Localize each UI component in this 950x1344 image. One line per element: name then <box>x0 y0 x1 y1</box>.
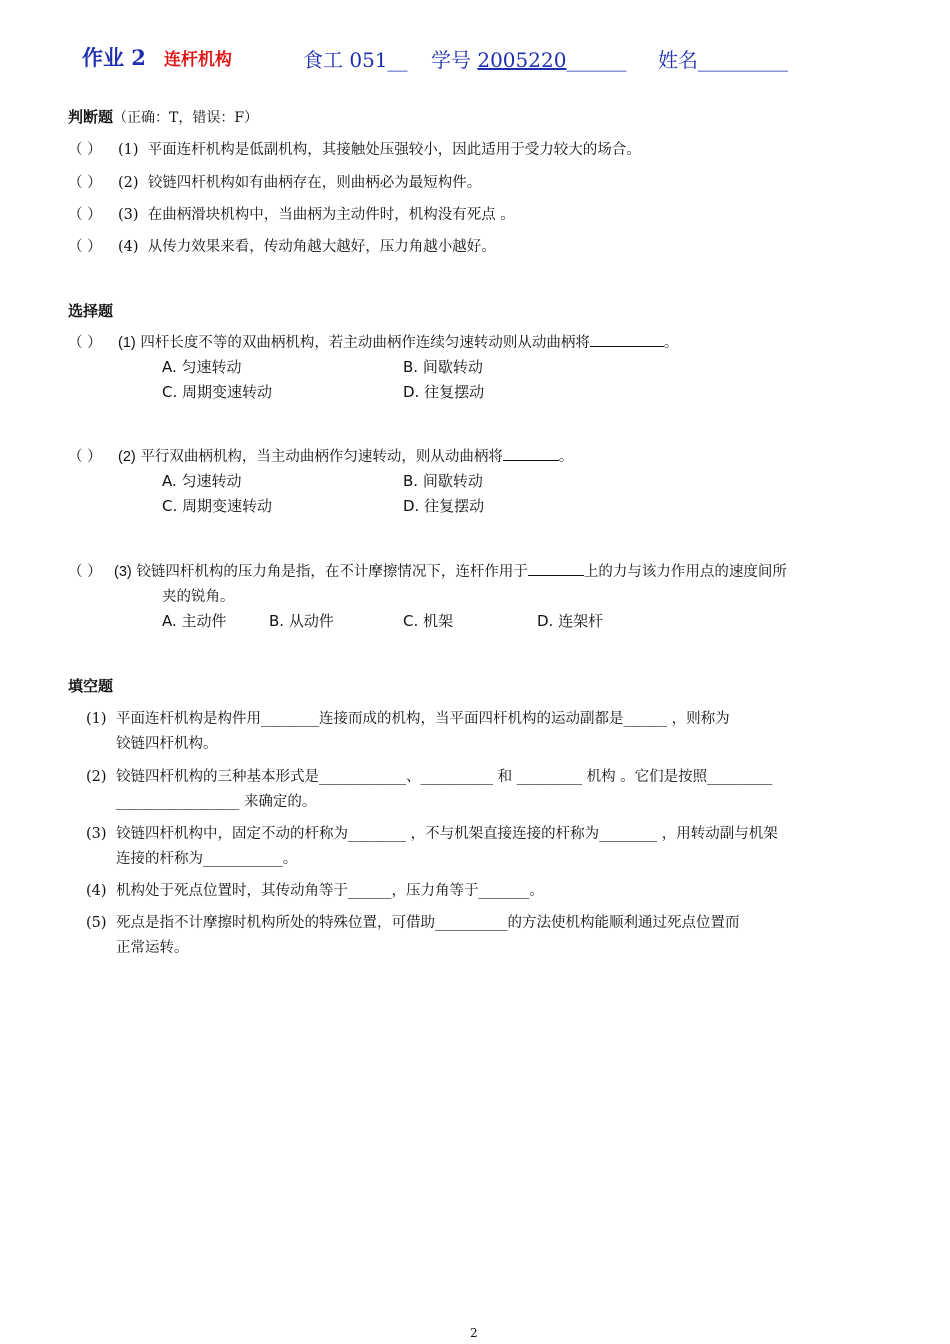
item-end: 。 <box>558 449 574 465</box>
student-id-value: 2005220 <box>477 48 567 72</box>
fill-item-5-line2: 正常运转。 <box>116 940 189 956</box>
homework-title: 作业 2 <box>82 45 146 70</box>
choice-q3-line2: 夹的锐角。 <box>162 589 235 605</box>
judge-item-4 <box>68 235 496 256</box>
answer-paren: （ ） <box>68 142 102 158</box>
choice-q1-option-b: B. 间歇转动 <box>403 358 483 376</box>
answer-blank <box>528 561 584 577</box>
item-number: (2) <box>118 175 139 191</box>
item-text: 从传力效果来看，传动角越大越好，压力角越小越好。 <box>147 239 496 255</box>
item-text: 铰链四杆机构中，固定不动的杆称为________ ，不与机架直接连接的杆称为________ ，用转动副与机架 <box>116 826 778 842</box>
header-line <box>82 42 232 72</box>
item-text: 在曲柄滑块机构中，当曲柄为主动件时，机构没有死点 。 <box>147 207 515 223</box>
item-number: (3) <box>118 207 139 223</box>
item-number: (3) <box>114 564 132 580</box>
fill-item-4 <box>86 879 544 900</box>
item-number: (4) <box>86 883 107 899</box>
choice-q2-option-a: A. 匀速转动 <box>162 472 242 490</box>
name-field <box>658 44 788 73</box>
fill-heading: 填空题 <box>68 678 114 695</box>
choice-q1 <box>68 331 678 352</box>
answer-blank <box>503 446 559 462</box>
class-blank: __ <box>387 48 408 72</box>
item-end: 。 <box>663 335 679 351</box>
answer-paren: （ ） <box>68 175 102 191</box>
item-text: 铰链四杆机构的三种基本形式是____________、__________ 和 _________ 机构 。它们是按照_________ <box>116 769 773 785</box>
judge-item-2 <box>68 171 481 192</box>
judge-note: （正确：T，错误：F） <box>113 110 259 126</box>
student-id-field <box>431 44 626 73</box>
item-number: (1) <box>86 711 107 727</box>
class-field <box>303 44 408 73</box>
item-number: (2) <box>118 449 136 465</box>
choice-heading: 选择题 <box>68 303 114 320</box>
fill-item-1 <box>86 707 730 728</box>
choice-q2-option-d: D. 往复摆动 <box>403 497 485 515</box>
name-label: 姓名 <box>658 48 698 72</box>
fill-item-2 <box>86 765 772 786</box>
choice-q3-option-a: A. 主动件 <box>162 612 227 630</box>
fill-item-2-line2: _________________ 来确定的。 <box>116 794 317 810</box>
choice-q1-option-d: D. 往复摆动 <box>403 383 485 401</box>
homework-topic: 连杆机构 <box>163 50 232 70</box>
choice-q1-option-a: A. 匀速转动 <box>162 358 242 376</box>
choice-q2-option-c: C. 周期变速转动 <box>162 497 273 515</box>
item-text: 铰链四杆机构的压力角是指，在不计摩擦情况下，连杆作用于 <box>136 564 528 580</box>
item-number: (3) <box>86 826 107 842</box>
item-text: 铰链四杆机构如有曲柄存在，则曲柄必为最短构件。 <box>147 175 482 191</box>
item-text: 平面连杆机构是低副机构，其接触处压强较小，因此适用于受力较大的场合。 <box>147 142 641 158</box>
answer-paren: （ ） <box>68 564 102 580</box>
item-number: (1) <box>118 335 136 351</box>
fill-item-3-line2: 连接的杆称为___________。 <box>116 851 298 867</box>
page-number: 2 <box>470 1326 478 1340</box>
choice-q3 <box>68 560 787 581</box>
student-id-label: 学号 <box>431 48 471 72</box>
fill-item-3 <box>86 822 778 843</box>
item-number: (1) <box>118 142 139 158</box>
item-text: 死点是指不计摩擦时机构所处的特殊位置，可借助__________的方法使机构能顺利通过死点位置而 <box>116 915 740 931</box>
answer-blank <box>590 332 664 348</box>
item-text: 平面连杆机构是构件用________连接而成的机构，当平面四杆机构的运动副都是______ ，则称为 <box>116 711 730 727</box>
item-number: (2) <box>86 769 107 785</box>
choice-q1-option-c: C. 周期变速转动 <box>162 383 273 401</box>
answer-paren: （ ） <box>68 449 102 465</box>
item-text-continued: 上的力与该力作用点的速度间所 <box>583 564 787 580</box>
answer-paren: （ ） <box>68 335 102 351</box>
class-label: 食工 051 <box>303 48 388 72</box>
fill-item-1-line2: 铰链四杆机构。 <box>116 736 218 752</box>
choice-q3-option-b: B. 从动件 <box>269 612 334 630</box>
choice-q3-option-c: C. 机架 <box>403 612 454 630</box>
item-text: 平行双曲柄机构，当主动曲柄作匀速转动，则从动曲柄将 <box>140 449 503 465</box>
fill-item-5 <box>86 911 740 932</box>
judge-item-3 <box>68 203 515 224</box>
item-number: (4) <box>118 239 139 255</box>
item-text: 机构处于死点位置时，其传动角等于______，压力角等于_______。 <box>116 883 544 899</box>
judge-heading: 判断题 <box>68 109 114 126</box>
choice-q2 <box>68 445 573 466</box>
name-blank: _________ <box>698 48 788 72</box>
choice-q2-option-b: B. 间歇转动 <box>403 472 483 490</box>
answer-paren: （ ） <box>68 207 102 223</box>
judge-section-heading <box>68 106 258 127</box>
item-number: (5) <box>86 915 107 931</box>
judge-item-1 <box>68 138 641 159</box>
answer-paren: （ ） <box>68 239 102 255</box>
choice-q3-option-d: D. 连架杆 <box>537 612 604 630</box>
item-text: 四杆长度不等的双曲柄机构，若主动曲柄作连续匀速转动则从动曲柄将 <box>140 335 590 351</box>
student-id-blank: ______ <box>566 48 627 72</box>
